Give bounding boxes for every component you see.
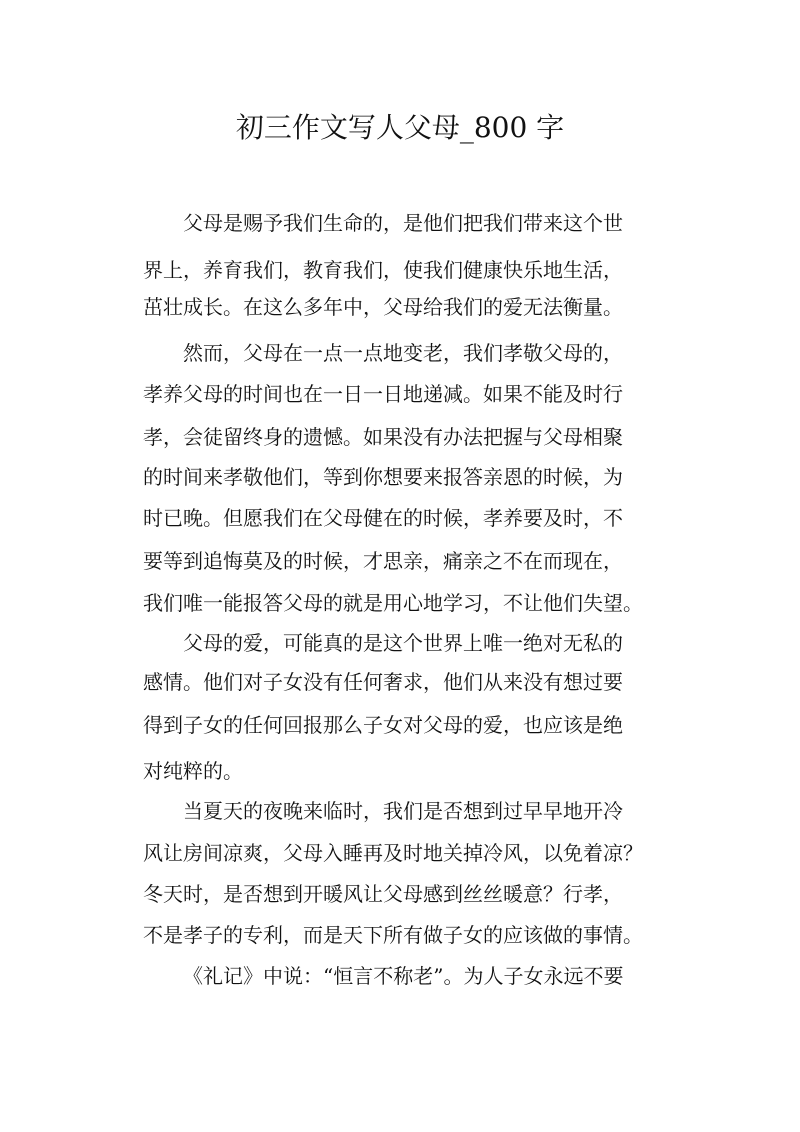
paragraph-1-line-2: 界上，养育我们，教育我们，使我们健康快乐地生活， [143, 258, 623, 282]
paragraph-2-line-5: 时已晚。但愿我们在父母健在的时候，孝养要及时，不 [143, 506, 623, 530]
paragraph-4-line-4: 不是孝子的专利，而是天下所有做子女的应该做的事情。 [143, 923, 643, 947]
paragraph-3-line-4: 对纯粹的。 [143, 759, 243, 783]
paragraph-5-line-1: 《礼记》中说：“恒言不称老”。为人子女永远不要 [183, 964, 624, 988]
paragraph-4-line-2: 风让房间凉爽，父母入睡再及时地关掉冷风，以免着凉？ [143, 841, 643, 865]
paragraph-2-line-7: 我们唯一能报答父母的就是用心地学习，不让他们失望。 [143, 591, 643, 615]
paragraph-2-line-2: 孝养父母的时间也在一日一日地递减。如果不能及时行 [143, 382, 623, 406]
document-title: 初三作文写人父母_800 字 [235, 111, 565, 144]
paragraph-3-line-1: 父母的爱，可能真的是这个世界上唯一绝对无私的 [183, 631, 623, 655]
paragraph-3-line-3: 得到子女的任何回报那么子女对父母的爱，也应该是绝 [143, 713, 623, 737]
paragraph-1-line-3: 茁壮成长。在这么多年中，父母给我们的爱无法衡量。 [143, 295, 623, 319]
paragraph-2-line-1: 然而，父母在一点一点地变老，我们孝敬父母的， [183, 341, 623, 365]
paragraph-1-line-1: 父母是赐予我们生命的，是他们把我们带来这个世 [183, 211, 623, 235]
paragraph-4-line-3: 冬天时，是否想到开暖风让父母感到丝丝暖意？行孝， [143, 882, 623, 906]
paragraph-2-line-6: 要等到追悔莫及的时候，才思亲，痛亲之不在而现在， [143, 549, 623, 573]
paragraph-4-line-1: 当夏天的夜晚来临时，我们是否想到过早早地开冷 [183, 799, 623, 823]
paragraph-2-line-4: 的时间来孝敬他们，等到你想要来报答亲恩的时候，为 [143, 465, 623, 489]
paragraph-2-line-3: 孝，会徒留终身的遗憾。如果没有办法把握与父母相聚 [143, 425, 623, 449]
paragraph-3-line-2: 感情。他们对子女没有任何奢求，他们从来没有想过要 [143, 670, 623, 694]
